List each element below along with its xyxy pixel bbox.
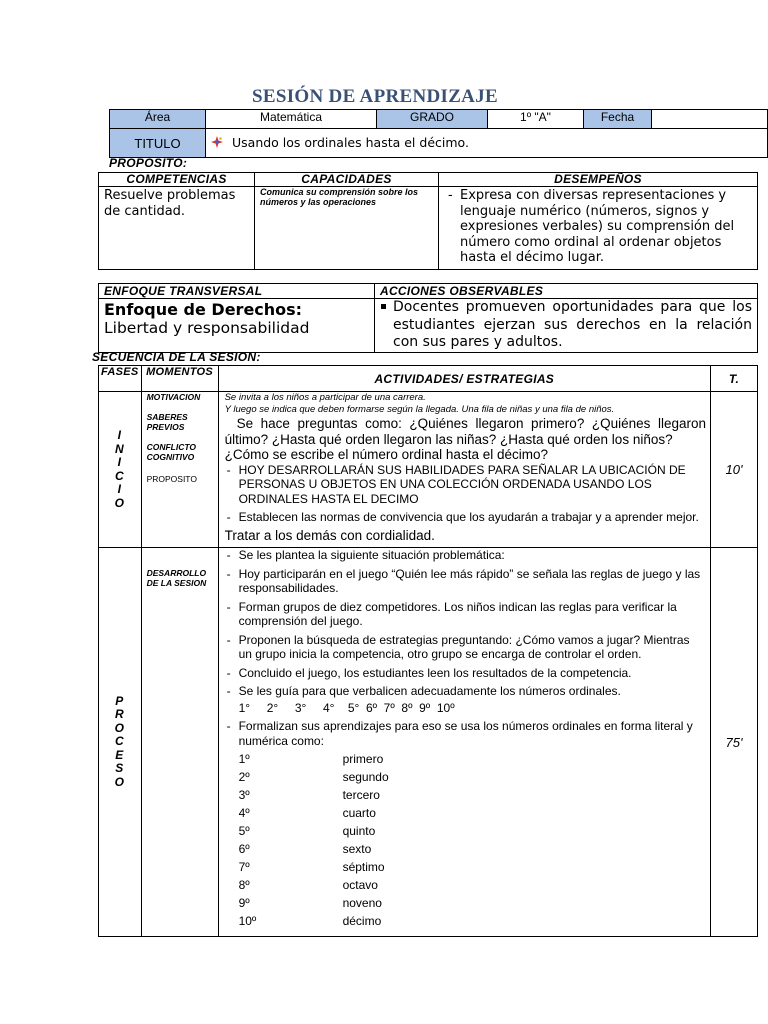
ordinal-item — [225, 894, 706, 912]
inicio-cierre: Tratar a los demás con cordialidad. — [224, 527, 435, 543]
ordinal-list — [225, 750, 706, 930]
ordinal-item — [225, 858, 706, 876]
ordinal-item — [225, 822, 706, 840]
momento-motivacion: MOTIVACION — [146, 392, 201, 402]
col-t: T. — [711, 366, 758, 392]
ordinal-number: 5º — [238, 824, 250, 838]
accion-cell — [375, 299, 758, 353]
grado-value: 1º "A" — [488, 110, 584, 129]
area-value: Matemática — [206, 110, 377, 129]
proceso-item: - Proponen la búsqueda de estrategias preguntando: ¿Cómo vamos a jugar? Mientras un grupo inicia la competencia, otro grupo se encarga de controlar el orden. — [225, 633, 706, 662]
ordinal-word: noveno — [342, 896, 382, 910]
ordinal-number: 10º — [238, 914, 257, 928]
ordinal-row: 1° 2° 3° 4° 5° 6º 7º 8º 9º 10º — [238, 700, 455, 715]
proceso-item: - Se les plantea la siguiente situación problemática: — [225, 548, 706, 563]
header-table — [109, 109, 768, 158]
enfoque-table — [98, 283, 758, 353]
momentos-inicio — [141, 392, 218, 548]
ordinal-item — [225, 804, 706, 822]
capacidad-text: Comunica su comprensión sobre los números y las operaciones — [255, 187, 439, 270]
ordinal-word: primero — [342, 752, 384, 766]
area-label: Área — [110, 110, 206, 129]
ordinal-number: 2º — [238, 770, 250, 784]
momento-desarrollo: DESARROLLO DE LA SESION — [146, 568, 207, 588]
actividades-inicio — [218, 392, 710, 548]
fase-inicio — [99, 392, 142, 548]
ordinal-word: tercero — [342, 788, 380, 802]
titulo-cell — [206, 129, 768, 158]
inicio-intro1: Se invita a los niños a participar de una carrera. — [224, 392, 426, 403]
ordinal-item — [225, 768, 706, 786]
grado-label: GRADO — [377, 110, 488, 129]
proposito-table — [98, 172, 758, 270]
fecha-value — [652, 110, 768, 129]
col-enfoque: ENFOQUE TRANSVERSAL — [99, 284, 375, 299]
ordinal-number: 3º — [238, 788, 250, 802]
proceso-item: - Forman grupos de diez competidores. Los niños indican las reglas para verificar la comprensión del juego. — [225, 600, 706, 629]
col-momentos: MOMENTOS — [141, 366, 218, 392]
proposito-label: PROPOSITO: — [109, 156, 188, 170]
inicio-preguntas: Se hace preguntas como: ¿Quiénes llegaron primero? ¿Quiénes llegaron último? ¿Hasta qué orden llegaron las niñas? ¿Hasta qué orden los niños? — [224, 416, 706, 447]
ordinal-word: décimo — [342, 914, 382, 928]
ordinal-number: 6º — [238, 842, 250, 856]
col-actividades: ACTIVIDADES/ ESTRATEGIAS — [218, 366, 710, 392]
ordinal-number: 1º — [238, 752, 250, 766]
ordinal-item — [225, 876, 706, 894]
proceso-item: - Hoy participarán en el juego “Quién lee más rápido” se señala las reglas de juego y las responsabilidades. — [225, 567, 706, 596]
desempeno-text: - Expresa con diversas representaciones y lenguaje numérico (números, signos y expresiones verbales) su comprensión del número como ordinal al ordenar objetos hasta el décimo lugar. — [446, 188, 752, 266]
ordinal-number: 4º — [238, 806, 250, 820]
inicio-pregunta2: ¿Cómo se escribe el número ordinal hasta el décimo? — [224, 447, 548, 462]
star-bullet-icon — [210, 135, 226, 152]
enfoque-sub: Libertad y responsabilidad — [104, 319, 310, 337]
ordinal-word: quinto — [342, 824, 376, 838]
inicio-intro2: Y luego se indica que deben formarse según la llegada. Una fila de niñas y una fila de niños. — [224, 404, 615, 415]
col-acciones: ACCIONES OBSERVABLES — [375, 284, 758, 299]
accion-text: Docentes promueven oportunidades para que los estudiantes ejerzan sus derechos en la relación con sus pares y adultos. — [393, 299, 752, 350]
col-fases: FASES — [99, 366, 142, 392]
desempeno-cell — [439, 187, 758, 270]
titulo-value: Usando los ordinales hasta el décimo. — [232, 134, 469, 150]
ordinal-item — [225, 840, 706, 858]
ordinal-word: sexto — [342, 842, 372, 856]
inicio-item: - HOY DESARROLLARÁN SUS HABILIDADES PARA SEÑALAR LA UBICACIÓN DE PERSONAS U OBJETOS EN UNA COLECCIÓN ORDENADA USANDO LOS ORDINALES HASTA EL DECIMO — [225, 463, 706, 507]
ordinal-word: séptimo — [342, 860, 385, 874]
inicio-item: - Establecen las normas de convivencia que los ayudarán a trabajar y a aprender mejor. — [225, 510, 706, 525]
tiempo-inicio: 10' — [711, 392, 758, 548]
ordinal-number: 8º — [238, 878, 250, 892]
tiempo-proceso: 75' — [711, 548, 758, 937]
proceso-formalizan: - Formalizan sus aprendizajes para eso se usa los números ordinales en forma literal y numérica como: — [225, 719, 706, 748]
ordinal-number: 9º — [238, 896, 250, 910]
ordinal-word: octavo — [342, 878, 378, 892]
col-competencias: COMPETENCIAS — [99, 173, 255, 187]
momentos-proceso — [141, 548, 218, 937]
proceso-item: - Se les guía para que verbalicen adecuadamente los números ordinales. — [225, 684, 706, 699]
fase-proceso — [99, 548, 142, 937]
page-title: SESIÓN DE APRENDIZAJE — [252, 86, 498, 107]
ordinal-number: 7º — [238, 860, 250, 874]
fase-inicio-label: I N I C I O — [114, 428, 125, 510]
col-capacidades: CAPACIDADES — [255, 173, 439, 187]
actividades-proceso — [218, 548, 710, 937]
competencia-text: Resuelve problemas de cantidad. — [99, 187, 255, 270]
ordinal-item — [225, 786, 706, 804]
momento-saberes: SABERES PREVIOS — [146, 412, 188, 432]
momento-conflicto: CONFLICTO COGNITIVO — [146, 442, 197, 462]
fase-proceso-label: P R O C E S O — [114, 693, 125, 789]
ordinal-word: segundo — [342, 770, 389, 784]
proceso-item: - Concluido el juego, los estudiantes leen los resultados de la competencia. — [225, 666, 706, 681]
momento-proposito: PROPOSITO — [146, 474, 197, 484]
ordinal-item — [225, 912, 706, 930]
ordinal-item — [225, 750, 706, 768]
titulo-label: TITULO — [110, 129, 206, 158]
fecha-label: Fecha — [584, 110, 652, 129]
enfoque-title: Enfoque de Derechos: — [104, 300, 303, 319]
ordinal-word: cuarto — [342, 806, 376, 820]
secuencia-label: SECUENCIA DE LA SESION: — [92, 350, 261, 364]
square-bullet-icon — [381, 304, 386, 309]
enfoque-cell — [99, 299, 375, 353]
secuencia-table — [98, 365, 758, 937]
col-desempenos: DESEMPEÑOS — [439, 173, 758, 187]
